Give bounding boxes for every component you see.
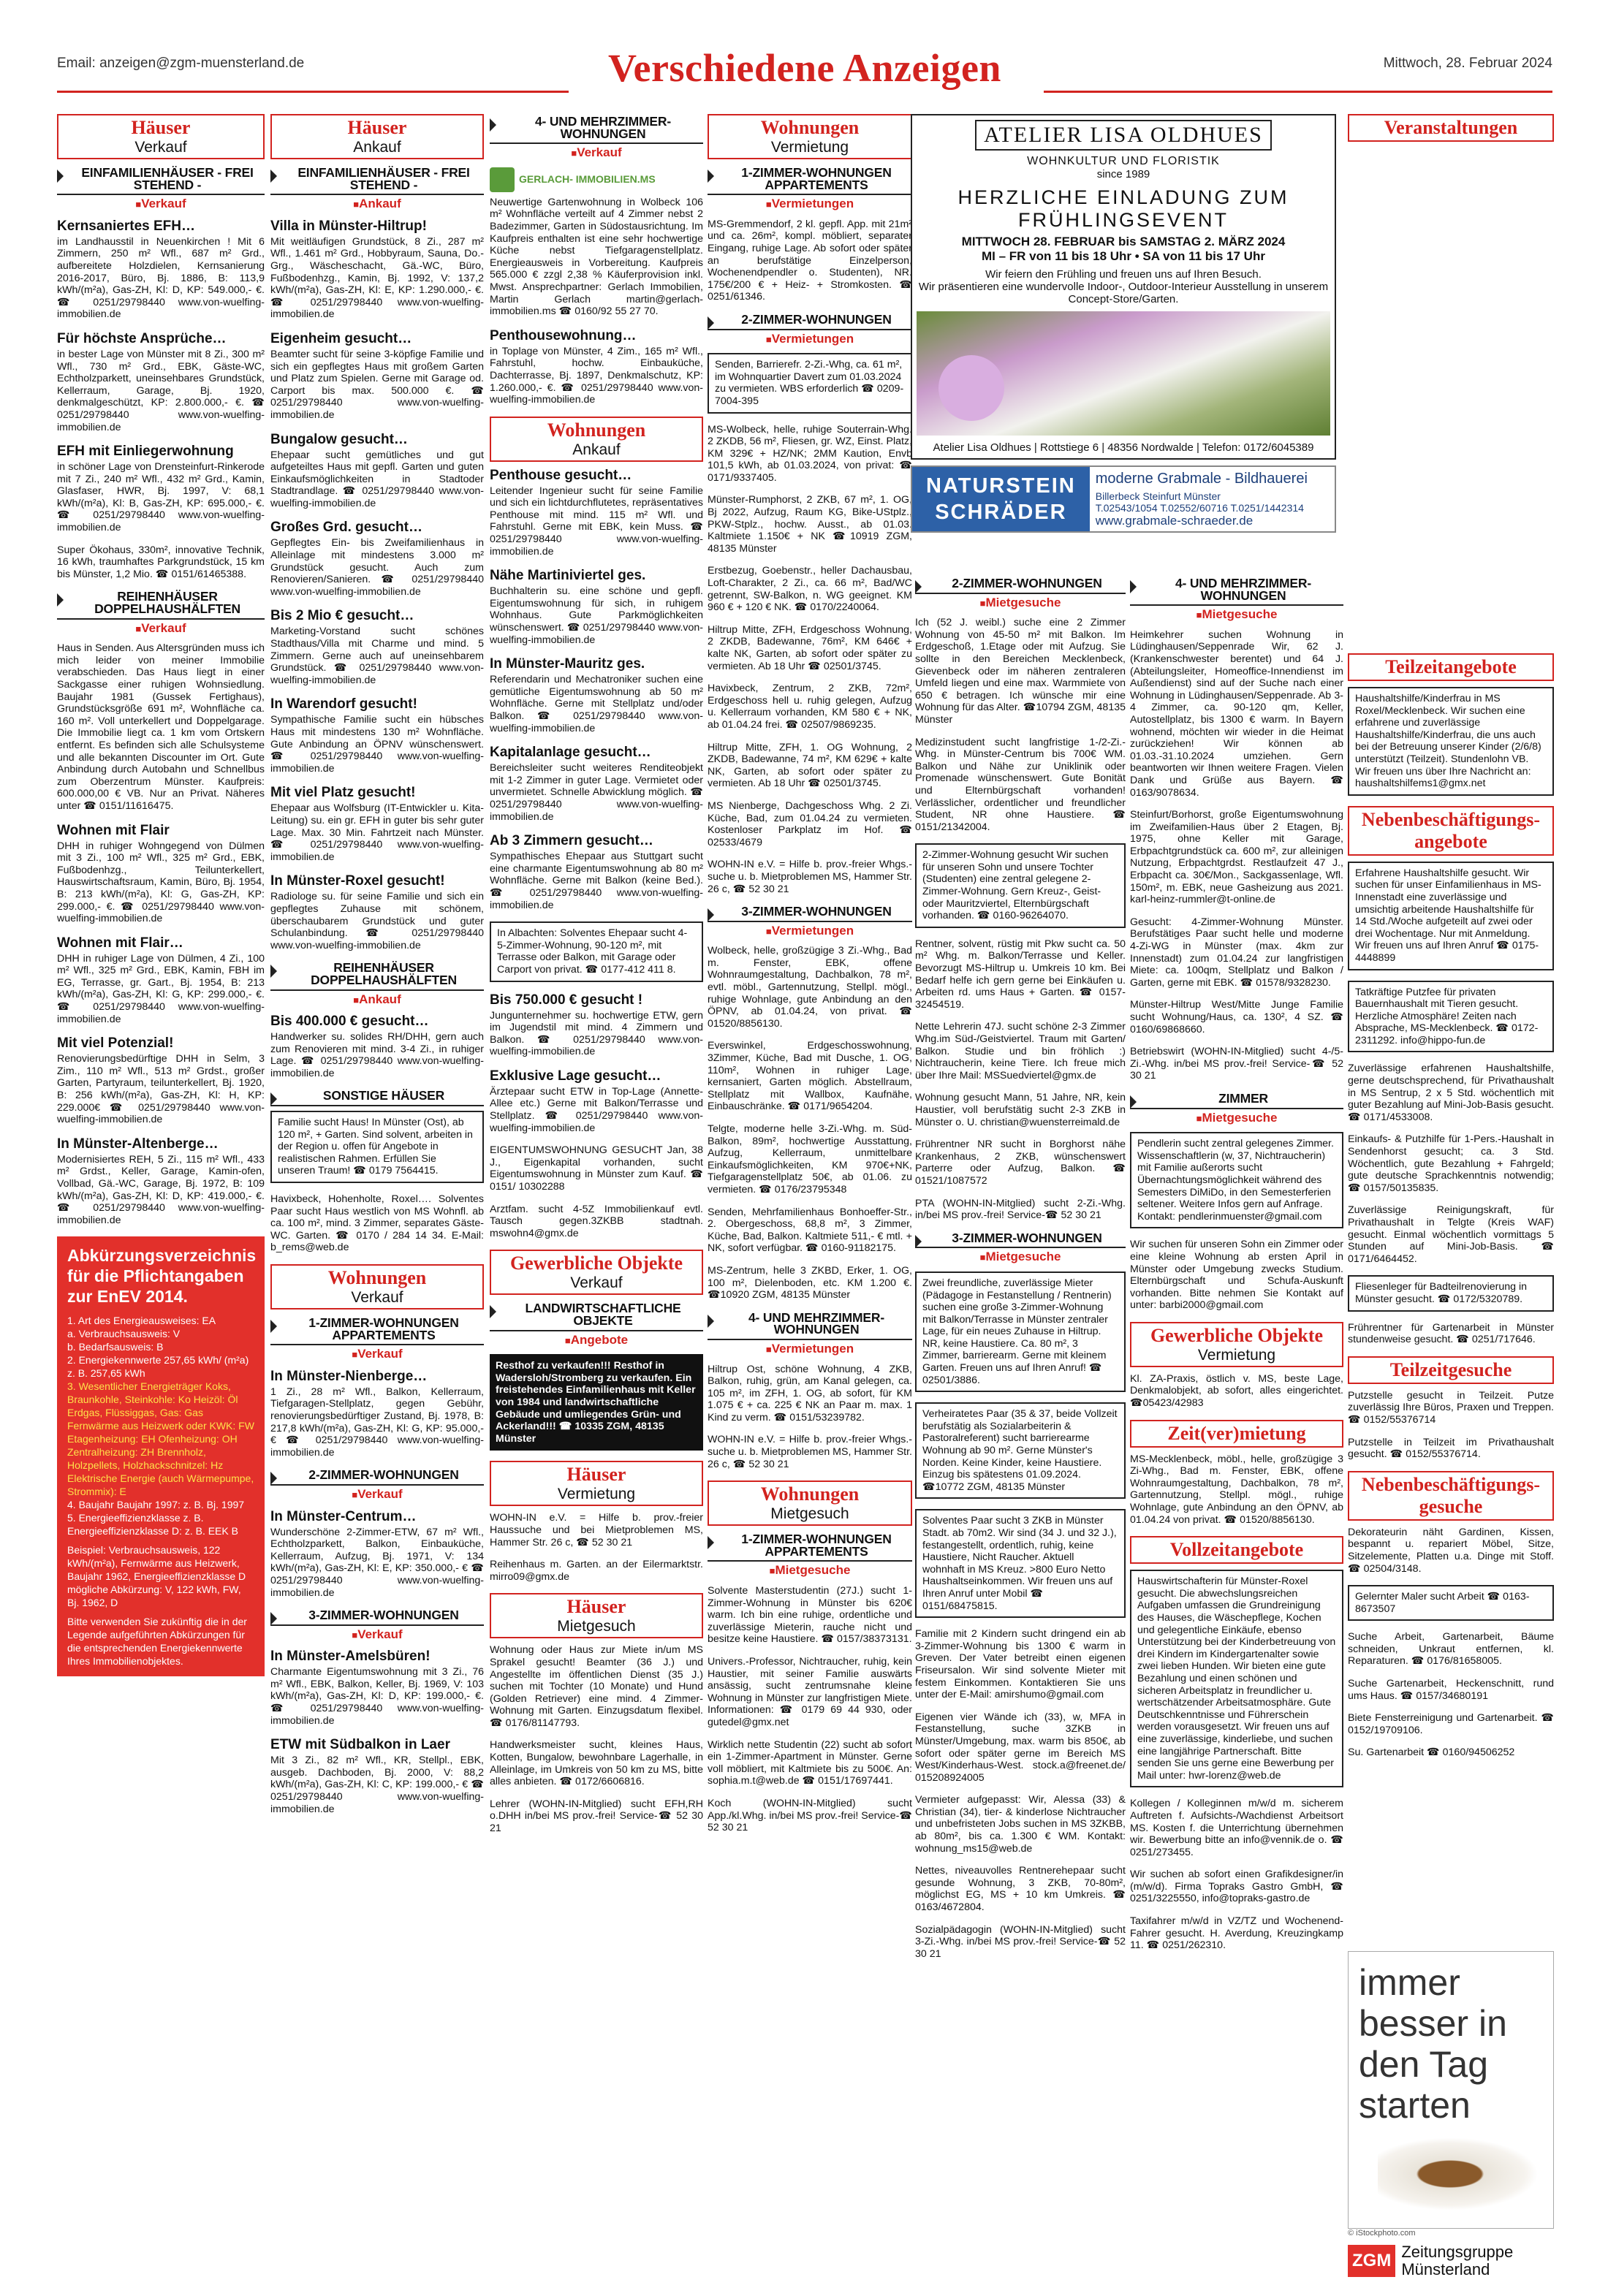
ad-item[interactable]: Telgte, moderne helle 3-Zi.-Whg. m. Süd-Balkon, 89m², hochwertige Ausstattung, Aufzug, Kellerraum, unmittelbare Einkaufsmöglichkeiten, KM 970€+NK, Tiefgaragenstellplatz 50€, ab 01.06. zu vermieten. ☎ 0176/23795348: [708, 1123, 912, 1195]
tag-verkauf: ■ Verkauf: [270, 1489, 484, 1502]
subheading: 4- UND MEHRZIMMER-WOHNUNGEN: [1130, 577, 1343, 606]
ad-item[interactable]: In Münster-Amelsbüren! Charmante Eigentumswohnung mit 3 Zi., 76 m² Wfl., EBK, Balkon, Keller, Bj. 1969, V: 103 kWh/(m²a), Gas-ZH, Kl: D, KP: 199.000,- €. ☎ 0251/29798440 www.von-wuelfing-immobilien.de: [270, 1649, 484, 1727]
rubric-vollzeitangebote: Vollzeitangebote: [1130, 1536, 1343, 1564]
tag-verkauf: ■ Verkauf: [57, 623, 265, 636]
rubric-haeuser-mietgesuch: Häuser Mietgesuch: [490, 1593, 703, 1638]
subheading: 2-ZIMMER-WOHNUNGEN: [270, 1469, 484, 1486]
tag-mietgesuche: ■ Mietgesuche: [708, 1565, 912, 1578]
rubric-zeitvermietung: Zeit(ver)mietung: [1130, 1420, 1343, 1448]
subheading: 3-ZIMMER-WOHNUNGEN: [270, 1609, 484, 1626]
ad-item[interactable]: MS-Zentrum, helle 3 ZKBD, Erker, 1. OG, 100 m², Dielenboden, etc. KM 1.200 €. ☎10920 ZGM, 48135 Münster: [708, 1264, 912, 1301]
subheading: LANDWIRTSCHAFTLICHE OBJEKTE: [490, 1302, 703, 1331]
ad-item[interactable]: Erstbezug, Goebenstr., heller Dachausbau, Loft-Charakter, 2 Zi., ca. 66 m², Bad/WC getrennt, SW-Balkon, n. WG geeignet. KM 960 € + 120 € NK. ☎ 0170/2240064.: [708, 565, 912, 614]
ad-item[interactable]: Dekorateurin näht Gardinen, Kissen, bespannt u. repariert Möbel, Sitze, Sitzelemente, Platten u.a. Dinge mit Stoff. ☎ 02504/3148.: [1348, 1526, 1554, 1575]
ad-item[interactable]: Taxifahrer m/w/d in VZ/TZ und Wochenend-Fahrer gesucht. H. Averdung, Kreuzingkamp 11. ☎ 0251/262310.: [1130, 1915, 1343, 1952]
rubric-teilzeitangebote: Teilzeitangebote: [1348, 653, 1554, 681]
rubric-nebenbeschaeftigungsangebote: Nebenbeschäftigungs-angebote: [1348, 806, 1554, 856]
ad-item[interactable]: Penthouse gesucht… Leitender Ingenieur sucht für seine Familie und sich ein lichtdurchflutetes, repräsentatives Penthouse mit mind. 115 m² Wfl. und Fahrstuhl. Gerne mit EBK, kein Muss. ☎ 0251/29798440 www.von-wuelfing-immobilien.de: [490, 467, 703, 558]
zgm-promo: [1348, 1944, 1554, 2278]
column-5: [915, 570, 1126, 2280]
event-ad-atelier[interactable]: ATELIER LISA OLDHUES WOHNKULTUR UND FLORISTIK since 1989 HERZLICHE EINLADUNG ZUM FRÜHLINGSEVENT MITTWOCH 28. FEBRUAR bis SAMSTAG 2. MÄRZ 2024 MI – FR von 11 bis 18 Uhr • SA von 11 bis 17 Uhr Wir feiern den Frühling und freuen uns auf Ihren Besuch. Wir präsentieren eine wundervolle Indoor-, Outdoor-Interieur Ausstellung in unserem Concept-Store/Garten. Atelier Lisa Oldhues | Rottstiege 6 | 48356 Nordwalde | Telefon: 0172/6045389: [911, 114, 1336, 460]
ad-item[interactable]: ETW mit Südbalkon in Laer Mit 3 Zi., 82 m² Wfl., KR, Stellpl., EBK, ausgeb. Dachboden, Bj. 2000, V: 88,2 kWh/(m²a), Gas-ZH, Kl: C, KP: 199.000,- € ☎ 0251/29798440 www.von-wuelfing-immobilien.de: [270, 1737, 484, 1815]
boxed-ad[interactable]: Haushaltshilfe/Kinderfrau in MS Roxel/Mecklenbeck. Wir suchen eine erfahrene und zuverlässige Haushaltshilfe/Kinderfrau, die uns auch bei der Betreuung unserer Kinder (2/6/8) unterstützt (Teilzeit). Stundenlohn VB. Wir freuen uns über Ihre Nachricht an: haushaltshilfems1@gmx.net: [1348, 687, 1554, 796]
ad-item[interactable]: Wir suchen für unseren Sohn ein Zimmer oder eine kleine Wohnung ab ersten April in Münster oder Umgebung zwecks Studium. Elternbürgschaft und Schufa-Auskunft vorhanden. Bitte nehmen Sie Kontakt auf unter: barbi2000@gmail.com: [1130, 1239, 1343, 1312]
ad-item[interactable]: Rentner, solvent, rüstig mit Pkw sucht ca. 50 m² Whg. m. Balkon/Terrasse und Keller. Bevorzugt MS-Hiltrup u. Umkreis 10 km. Bei Bedarf helfe ich gern gerne bei Einkäufen u. Arbeiten rd. ums Haus + Garten. ☎ 0157-32454519.: [915, 938, 1126, 1011]
garden-photo: [917, 311, 1330, 436]
ad-item[interactable]: Neuwertige Gartenwohnung in Wolbeck 106 m² Wohnfläche verteilt auf 4 Zimmer nebst 2 Badezimmer, Garten in Südostausrichtung. Im Kaufpreis enthalten ist eine sehr hochwertige Küche nebst Tiefgaragenstellplatz. Energieausweis in Vorbereitung. Kaufpreis 565.000 € zzgl 2,38 % Käuferprovision inkl. Mwst. Ansprechpartner: Gerlach Immobilien, Martin Gerlach martin@gerlach-immobilien.ms ☎ 0160/92 55 27 70.: [490, 196, 703, 318]
subheading: 4- UND MEHRZIMMER-WOHNUNGEN: [490, 115, 703, 144]
ad-item[interactable]: Einkaufs- & Putzhilfe für 1-Pers.-Haushalt in Sendenhorst gesucht; ca. 3 Std. Wöchentlich, gute Bezahlung + Fahrgeld; gute deutsche Sprachkenntnis notwendig; ☎ 0157/50135835.: [1348, 1133, 1554, 1194]
tag-angebote: ■ Angebote: [490, 1334, 703, 1347]
subheading: 1-ZIMMER-WOHNUNGEN APPARTEMENTS: [708, 167, 912, 195]
subheading: EINFAMILIENHÄUSER - FREI STEHEND -: [57, 167, 265, 195]
subheading: 3-ZIMMER-WOHNUNGEN: [708, 905, 912, 922]
ad-item[interactable]: Steinfurt/Borhorst, große Eigentumswohnung im Zweifamilien-Haus über 2 Etagen, Bj. 1975, ohne Keller mit Garage, Erbpachtgrundstück ca. 600 m², zur alleinigen Nutzung, Erbpachtgrdst. Restlaufzeit 47 J., Erbpacht ca. 30€/Mon., Sackgassenlage, Wfl. 150m², m. EBK, neue Gasheizung aus 2021. karl-heinz-rummler@t-online.de: [1130, 809, 1343, 906]
header-rule-left: [57, 91, 569, 93]
tag-ankauf: ■ Ankauf: [270, 198, 484, 211]
ad-item[interactable]: In Münster-Centrum… Wunderschöne 2-Zimmer-ETW, 67 m² Wfl., Echtholzparkett, Balkon, Einbauküche, Kellerraum, Aufzug, Bj. 1971, V: 134 kWh/(m²a), Gas-ZH, Kl: E, KP: 350.000,- € ☎ 0251/29798440 www.von-wuelfing-immobilien.de: [270, 1508, 484, 1599]
ad-item[interactable]: Senden, Mehrfamilienhaus Bonhoeffer-Str., 2. Obergeschoss, 68,8 m², 3 Zimmer, Küche, Bad, Balkon. Kaltmiete 511,- € mtl. + NK, sofort verfügbar. ☎ 0160-91182175.: [708, 1206, 912, 1255]
ad-item[interactable]: Ich (52 J. weibl.) suche eine 2 Zimmer Wohnung von 45-50 m² mit Balkon. Im Erdgeschoß, 1.Etage oder mit Aufzug. Sie sollte in den Bereichen Mecklenbeck, Gievenbeck oder im näheren zentraleren Umfeld liegen und eine max. Warmmiete von 650 € betragen. Ich wünsche mir eine Wohnung für das Alter. ☎10794 ZGM, 48135 Münster: [915, 617, 1126, 726]
ad-item[interactable]: Bis 750.000 € gesucht ! Jungunternehmer su. hochwertige ETW, gern im Jugendstil mit mind. 4 Zimmern und Balkon. ☎ 0251/29798440 www.von-wuelfing-immobilien.de: [490, 992, 703, 1058]
ad-item[interactable]: Bis 400.000 € gesucht… Handwerker su. solides RH/DHH, gern auch zum Renovieren mit mind. 3-4 Zi., in ruhiger Lage. ☎ 0251/29798440 www.von-wuelfing-immobilien.de: [270, 1014, 484, 1079]
ad-item[interactable]: Für höchste Ansprüche… in bester Lage von Münster mit 8 Zi., 300 m² Wfl., 730 m² Grd., EBK, Gäste-WC, Echtholzparkett, uneinsehbares Grundstück, Kellerraum, Garage, Bj. 1920, denkmalgeschützt, KP: 2.800.000,- €. ☎ 0251/29798440 www.von-wuelfing-immobilien.de: [57, 330, 265, 433]
ad-item[interactable]: Großes Grd. gesucht… Gepflegtes Ein- bis Zweifamilienhaus in Alleinlage mit mindestens 3.000 m² Grundstück gesucht. Auch zum Renovieren/Sanieren. ☎ 0251/29798440 www.von-wuelfing-immobilien.de: [270, 520, 484, 598]
rubric-haeuser-verkauf: Häuser Verkauf: [57, 114, 265, 159]
rubric-haeuser-ankauf: Häuser Ankauf: [270, 114, 484, 159]
ad-item[interactable]: Kl. ZA-Praxis, östlich v. MS, beste Lage, Denkmalobjekt, ab sofort, alles eingerichtet. ☎05423/42983: [1130, 1372, 1343, 1410]
rubric-wohnungen-ankauf: Wohnungen Ankauf: [490, 417, 703, 462]
column-4: [708, 114, 912, 2281]
subheading: SONSTIGE HÄUSER: [270, 1090, 484, 1106]
event-area: [911, 114, 1336, 583]
ad-item[interactable]: Super Ökohaus, 330m², innovative Technik, 16 kWh, traumhaftes Parkgrundstück, 15 km bis Münster, 1,2 Mio. ☎ 0151/61465388.: [57, 544, 265, 580]
ad-item[interactable]: Mit viel Platz gesucht! Ehepaar aus Wolfsburg (IT-Entwickler u. Kita-Leitung) su. ein gr. EFH in guter bis sehr guter Lage. Max. 30 Min. Fahrtzeit nach Münster. ☎ 0251/29798440 www.von-wuelfing-immobilien.de: [270, 785, 484, 863]
ad-item[interactable]: Hiltrup Mitte, ZFH, 1. OG Wohnung, 2 ZKDB, Badewanne, 74 m², KM 629€ + kalte NK, Garten, ab sofort oder später zu vermieten. Ab 18 Uhr ☎ 02501/3745.: [708, 741, 912, 790]
ad-item[interactable]: Handwerksmeister sucht, kleines Haus, Kotten, Bungalow, bewohnbare Lagerhalle, in Alleinlage, im Umkreis von 50 km zu MS, bitte alles anbieten. ☎ 0172/6606816.: [490, 1739, 703, 1788]
subheading: ZIMMER: [1130, 1092, 1343, 1109]
tag-mietgesuche: ■ Mietgesuche: [1130, 1112, 1343, 1125]
ad-item[interactable]: Wolbeck, helle, großzügige 3 Zi.-Whg., Bad m. Fenster, EBK, offene Wohnraumgestaltung, Dachbalkon, 78 m², evtl. möbl., Gartennutzung, Stellpl. mögl., ruhige Wohnlage, gute Anbindung an den ÖPNV, ab 01.04.24, von privat. ☎ 01520/8856130.: [708, 945, 912, 1030]
subheading: 4- UND MEHRZIMMER-WOHNUNGEN: [708, 1312, 912, 1340]
ad-item[interactable]: Putzstelle gesucht in Teilzeit. Putze zuverlässig Ihre Büros, Praxen und Treppen. ☎ 0152/55376714: [1348, 1389, 1554, 1426]
tag-mietgesuche: ■ Mietgesuche: [915, 597, 1126, 610]
subheading: 2-ZIMMER-WOHNUNGEN: [708, 313, 912, 330]
ad-item[interactable]: In Münster-Roxel gesucht! Radiologe su. für seine Familie und sich ein gepflegtes Zuhause mit schönem, überschaubarem Grundstück und guter Schulanbindung. ☎ 0251/29798440 www.von-wuelfing-immobilien.de: [270, 873, 484, 951]
ad-item[interactable]: Arztfam. sucht 4-5Z Immobilienkauf evtl. Tausch gegen.3ZKBB stadtnah. mswohn4@gmx.de: [490, 1203, 703, 1239]
ad-item[interactable]: Kapitalanlage gesucht… Bereichsleiter sucht weiteres Renditeobjekt mit 1-2 Zimmer in guter Lage. Vermietet oder unvermietet. Schnelle Abwicklung möglich. ☎ 0251/29798440 www.von-wuelfing-immobilien.de: [490, 745, 703, 823]
ad-item[interactable]: EFH mit Einliegerwohnung in schöner Lage von Drensteinfurt-Rinkerode mit 7 Zi., 240 m² Wfl., 432 m² Grd., Kamin, Glasfaser, HWR, Bj. 1997, V: 68,1 kWh/(m²a), Kl: B, Gas-ZH, KP: 695.000,- €. ☎ 0251/29798440 www.von-wuelfing-immobilien.de: [57, 444, 265, 534]
boxed-ad[interactable]: Pendlerin sucht zentral gelegenes Zimmer. Wissenschaftlerin (w, 37, Nichtraucherin) mit Familie außerorts sucht Übernachtungsmöglichkeit während des Semesters DiMiDo, in den Semesterferien seltener. Weitere Infos gern auf Anfrage. Kontakt: pendlerinmuenster@gmail.com: [1130, 1132, 1343, 1228]
ad-item[interactable]: Münster-Hiltrup West/Mitte Junge Familie sucht Wohnung/Haus, ca. 130², 4 SZ. ☎ 0160/69868660.: [1130, 999, 1343, 1035]
ad-item[interactable]: Ab 3 Zimmern gesucht… Sympathisches Ehepaar aus Stuttgart sucht eine charmante Eigentumswohnung ab 80 m² Wohnfläche. Gerne mit Balkon (keine Bed.). ☎ 0251/29798440 www.von-wuelfing-immobilien.de: [490, 833, 703, 911]
header-email[interactable]: Email: anzeigen@zgm-muensterland.de: [57, 56, 305, 71]
ad-item[interactable]: WOHN-IN e.V. = Hilfe b. prov.-freier Whgs.-suche u. b. Mietproblemen MS, Hammer Str. 26 c, ☎ 52 30 21: [708, 1434, 912, 1470]
boxed-ad[interactable]: 2-Zimmer-Wohnung gesucht Wir suchen für unseren Sohn und unsere Tochter (Studenten) eine zentral gelegene 2-Zimmer-Wohnung. Gern Kreuz-, Geist- oder Mauritzviertel, Elternbürgschaft vorhanden. ☎ 0160-96264070.: [915, 843, 1126, 928]
tag-verkauf: ■ Verkauf: [270, 1629, 484, 1642]
gerlach-logo: GERLACH- IMMOBILIEN.MS: [490, 167, 703, 192]
ad-item[interactable]: Vermieter aufgepasst: Wir, Alessa (33) & Christian (34), tier- & kinderlose Nichtraucher und unbefristeten Jobs suchen in MS 3ZKBB, ab 80m², bis ca. 1.300 € WM. Kontakt: wohnung_ms15@web.de: [915, 1794, 1126, 1855]
ad-item[interactable]: Bis 2 Mio € gesucht… Marketing-Vorstand sucht schönes Stadthaus/Villa mit Charme und mind. 5 Zimmern. Gerne auch auf uneinsehbarem Grundstück. ☎ 0251/29798440 www.von-wuelfing-immobilien.de: [270, 608, 484, 686]
ad-item[interactable]: Exklusive Lage gesucht… Ärztepaar sucht ETW in Top-Lage (Annette-Allee etc.) Gerne mit Balkon/Terrasse und Stellplatz. ☎ 0251/29798440 www.von-wuelfing-immobilien.de: [490, 1068, 703, 1134]
tag-ankauf: ■ Ankauf: [270, 994, 484, 1007]
ad-item[interactable]: Wirklich nette Studentin (22) sucht ab sofort ein 1-Zimmer-Apartment in Münster. Gerne voll möbliert, mit Kaltmiete bis zu 500€. An: sophia.m.t@web.de ☎ 0151/17697441.: [708, 1738, 912, 1787]
subheading: 2-ZIMMER-WOHNUNGEN: [915, 577, 1126, 594]
ad-item[interactable]: EIGENTUMSWOHNUNG GESUCHT Jan, 38 J., Eigenkapital vorhanden, sucht Eigentumswohnung in Münster zum Kauf. ☎ 0151/ 10302288: [490, 1144, 703, 1193]
page-title: Verschiedene Anzeigen: [608, 46, 1001, 90]
ad-item[interactable]: Wohnung oder Haus zur Miete in/um MS Sprakel gesucht! Beamter (36 J.) und Angestellte im öffentlichen Dienst (35 J.) suchen mit Tochter (10 Monate) und Hund (Golden Retriever) eine mind. 4 Zimmer-Wohnung mit Garten. Einzugsdatum flexibel. ☎ 0176/81147793.: [490, 1644, 703, 1729]
tag-verkauf: ■ Verkauf: [270, 1348, 484, 1361]
rubric-wohnungen-verkauf: Wohnungen Verkauf: [270, 1264, 484, 1309]
inverted-ad[interactable]: Resthof zu verkaufen!!! Resthof in Wadersloh/Stromberg zu verkaufen. Ein freistehendes Einfamilienhaus mit Keller von 1984 und landwirtschaftliche Gebäude und umliegendes Grün- und Ackerland!!! ☎ 10335 ZGM, 48135 Münster: [490, 1354, 703, 1451]
tag-verkauf: ■ Verkauf: [57, 198, 265, 211]
subheading: REIHENHÄUSER DOPPELHAUSHÄLFTEN: [270, 962, 484, 990]
tag-verkauf: ■ Verkauf: [490, 147, 703, 160]
boxed-ad[interactable]: Familie sucht Haus! In Münster (Ost), ab 120 m², + Garten. Sind solvent, arbeiten in der Region u. offen für Angebote in realistischen Rahmen. Erfüllen Sie unseren Traum! ☎ 0179 7564415.: [270, 1111, 484, 1183]
ad-item[interactable]: WOHN-IN e.V. = Hilfe b. prov.-freier Haussuche und bei Mietproblemen MS, Hammer Str. 26 c, ☎ 52 30 21: [490, 1512, 703, 1548]
column-1: [57, 114, 265, 2281]
ad-item[interactable]: Havixbeck, Hohenholte, Roxel…. Solventes Paar sucht Haus westlich von MS Wohnfl. ab ca. 100 m², mind. 3 Zimmer, separates Gäste-WC. Garten. ☎ 0170 / 284 14 34. E-Mail: b_rems@web.de: [270, 1193, 484, 1254]
ad-item[interactable]: MS-Mecklenbeck, möbl., helle, großzügige 3 Zi-Whg., Bad m. Fenster, EBK, offene Wohnraumgestaltung, Dachbalkon, 78 m², Gartennutzung, Stellpl. mögl., ruhige Wohnlage, gute Anbindung an den ÖPNV, ab 01.04.24 von privat. ☎ 01520/8856130.: [1130, 1453, 1343, 1526]
boxed-ad[interactable]: Verheiratetes Paar (35 & 37, beide Vollzeit berufstätig als Sozialarbeiterin & Pastoralreferent) sucht barrierearme Wohnung ab 90 m². Gerne Münster's Norden. Keine Kinder, keine Haustiere. Einzug bis spätestens 01.09.2024. ☎10772 ZGM, 48135 Münster: [915, 1402, 1126, 1499]
subheading: 1-ZIMMER-WOHNUNGEN APPARTEMENTS: [708, 1533, 912, 1562]
ad-item[interactable]: Bungalow gesucht… Ehepaar sucht gemütliches und gut aufgeteiltes Haus mit gepfl. Garten und guten Einkaufsmöglichkeiten in Stadtoder Stadtrandlage. ☎ 0251/29798440 www.von-wuelfing-immobilien.de: [270, 431, 484, 509]
rubric-haeuser-vermietung: Häuser Vermietung: [490, 1461, 703, 1506]
subheading: REIHENHÄUSER DOPPELHAUSHÄLFTEN: [57, 590, 265, 619]
rubric-gewerbliche-verkauf: Gewerbliche Objekte Verkauf: [490, 1250, 703, 1295]
ad-item[interactable]: Betriebswirt (WOHN-IN-Mitglied) sucht 4-/5-Zi.-Whg. in/bei MS prov.-frei! Service-☎ 52 30 21: [1130, 1046, 1343, 1082]
ad-item[interactable]: Frührentner NR sucht in Borghorst nähe Krankenhaus, 2 ZKB, wünschenswert Parterre oder Aufzug, Balkon. ☎ 01521/1087572: [915, 1139, 1126, 1187]
ad-item[interactable]: In Münster-Altenberge… Modernisiertes REH, 5 Zi., 115 m² Wfl., 433 m² Grdst., Keller, Garage, Kamin-ofen, Vollbad, Gä.-WC, Garage, Bj. 1972, B: 109 kWh/(m²a), Gas-ZH, Kl: D, KP: 419.000,- €. ☎ 0251/29798440 www.von-wuelfing-immobilien.de: [57, 1136, 265, 1226]
rubric-wohnungen-mietgesuch: Wohnungen Mietgesuch: [708, 1480, 912, 1526]
ad-item[interactable]: WOHN-IN e.V. = Hilfe b. prov.-freier Whgs.-suche u. b. Mietproblemen MS, Hammer Str. 26 c, ☎ 52 30 21: [708, 859, 912, 895]
ad-item[interactable]: PTA (WOHN-IN-Mitglied) sucht 2-Zi.-Whg. in/bei MS prov.-frei! Service-☎ 52 30 21: [915, 1197, 1126, 1222]
ad-item[interactable]: Univers.-Professor, Nichtraucher, ruhig, kein Haustier, mit seiner Familie auswärts ansässig, sucht zentrumsnahe kleine Wohnung in Münster zur langfristigen Miete. Informationen: ☎ 0179 69 44 930, oder gutedel@gmx.net: [708, 1656, 912, 1728]
ad-naturstein-schraeder[interactable]: NATURSTEIN SCHRÄDER moderne Grabmale - Bildhauerei Billerbeck Steinfurt Münster T.02543/1054 T.02552/60716 T.0251/1442314 www.grabmale-schraeder.de: [911, 465, 1336, 533]
ad-item[interactable]: Heimkehrer suchen Wohnung in Lüdinghausen/Seppenrade Wir, 62 J. (Krankenschwester berentet) und 64 J. (Abteilungsleiter, Homeoffice-Innendienst im Außendienst) sind auf der Suche nach einer Wohnung in Lüdinghausen/Seppenrade. Ab 3-4 Zimmer, ca. 90-120 qm, Keller, Autostellplatz, bis 1300 € warm. In Bayern wohnend, möchten wir wieder in die Heimat zurückziehen! Wir können ab 01.03.-31.10.2024 umziehen. Gern beantworten wir Ihnen weitere Fragen. Vielen Dank und Grüße aus Bayern. ☎ 0163/9078634.: [1130, 628, 1343, 799]
ad-item[interactable]: Medizinstudent sucht langfristige 1-/2-Zi.-Whg. in Münster-Centrum bis 700€ WM. Balkon und Nähe zur Uniklinik oder Promenade wünschenswert. Gute Bonität und Elternbürgschaft vorhanden! Verlässlicher, ordentlicher und freundlicher Student, NR ohne Haustiere. ☎ 0151/21342004.: [915, 736, 1126, 833]
zgm-logo: ZGM Zeitungsgruppe Münsterland: [1348, 2243, 1554, 2278]
ad-item[interactable]: Biete Fensterreinigung und Gartenarbeit. ☎ 0152/19709106.: [1348, 1712, 1554, 1736]
ad-item[interactable]: Reihenhaus m. Garten. an der Eilermarktstr. mirro09@gmx.de: [490, 1559, 703, 1583]
boxed-ad[interactable]: Zwei freundliche, zuverlässige Mieter (Pädagoge in Festanstellung / Rentnerin) suchen eine große 3-Zimmer-Wohnung mit Balkon/Terrasse in Münster zentraler Lage, für ein neues Zuhause in Hiltrup. NR, keine Haustiere. Ca. 80 m², 3 Zimmer, barrierearm. Gerne mit kleinem Garten. Freuen uns auf Ihren Anruf! ☎ 02501/3886.: [915, 1271, 1126, 1392]
ad-item[interactable]: Wohnen mit Flair DHH in ruhiger Wohngegend von Dülmen mit 3 Zi., 100 m² Wfl., 325 m² Grd., EBK, Fußbodenhzg., Teilunterkellert, Hauswirtschaftsraum, Kamin, Büro, Bj. 1954, B: 213 kWh/(m²a), Kl: G, Gas-ZH, KP: 299.000,- €. ☎ 0251/29798440 www.von-wuelfing-immobilien.de: [57, 822, 265, 925]
ad-item[interactable]: MS-Wolbeck, helle, ruhige Souterrain-Whg. 2 ZKDB, 56 m², Fliesen, gr. WZ, Einst. Platz, KM 329€ + HZ/NK; 2MM Kaution, Envb 101,5 kWh, ab 01.03.2024, von privat: ☎ 0171/9337405.: [708, 423, 912, 484]
ad-item[interactable]: In Warendorf gesucht! Sympathische Familie sucht ein hübsches Haus mit mindestens 130 m² Wohnfläche. Gute Anbindung an ÖPNV wünschenswert. ☎ 0251/29798440 www.von-wuelfing-immobilien.de: [270, 696, 484, 775]
ad-item[interactable]: Zuverlässige erfahrenen Haushaltshilfe, gerne deutschsprechend, für Privathaushalt in MS Sentrup, 2 x 5 Std. wöchentlich mit guter Bezahlung auf Mini-Job-Basis gesucht. ☎ 0171/4533008.: [1348, 1063, 1554, 1123]
subheading: 3-ZIMMER-WOHNUNGEN: [915, 1232, 1126, 1249]
ad-item[interactable]: Gesucht: 4-Zimmer-Wohnung Münster. Berufstätiges Paar sucht helle und moderne 4-Zi-WG in Münster (max. 4km zur Innenstadt) zum 01.04.24 zur langfristigen Miete: ca. 100qm, Stellplatz und Balkon / Garten, gerne mit EBK. ☎ 01578/9328230.: [1130, 916, 1343, 989]
ad-item[interactable]: Kollegen / Kolleginnen m/w/d m. sicherem Auftreten f. Aufsichts-/Wachdienst Arbeitsort MS. Kosten f. die Unterrichtung übernehmen wir. Bewerbung bitte an info@vennik.de o. ☎ 0251/273455.: [1130, 1798, 1343, 1858]
column-6: [1130, 570, 1343, 2280]
rubric-veranstaltungen: Veranstaltungen: [1348, 114, 1554, 142]
ad-item[interactable]: Zuverlässige Reinigungskraft, für Privathaushalt in Telgte (Kreis WAF) gesucht. Einmal wöchentlich vormittags 5 Stunden auf Mini-Job-Basis. ☎ 0171/6464452.: [1348, 1204, 1554, 1265]
boxed-ad[interactable]: In Albachten: Solventes Ehepaar sucht 4-5-Zimmer-Wohnung, 90-120 m², mit Terrasse oder Balkon, mit Garage oder Carport von privat. ☎ 0177-412 411 8.: [490, 921, 703, 981]
subheading: EINFAMILIENHÄUSER - FREI STEHEND -: [270, 167, 484, 195]
ad-item[interactable]: Münster-Rumphorst, 2 ZKB, 67 m², 1. OG, Bj 2022, Aufzug, Raum KG, Bike-UStplz., PKW-Stplz., hochw. Ausst., ab 01.03. Kaltmiete 1.150€ + NK ☎10919 ZGM, 48135 Münster: [708, 494, 912, 555]
rubric-wohnungen-vermietung: Wohnungen Vermietung: [708, 114, 912, 159]
ad-item[interactable]: Nette Lehrerin 47J. sucht schöne 2-3 Zimmer Whg.im Süd-/Geistviertel. Traum mit Garten/ Balkon. Studie und bin fröhlich :) Nichtraucherin, keine Tiere. Ich freue mich über Ihre Mail: MSSuedviertel@gmx.de: [915, 1021, 1126, 1082]
energy-abbreviation-box: Abkürzungsverzeichnis für die Pflichtangaben zur EnEV 2014. 1. Art des Energieausweises: EA a. Verbrauchsausweis: V b. Bedarfsausweis: B 2. Energiekennwerte 257,65 kWh/ (m²a) z. B. 257,65 kWh 3. Wesentlicher Energieträger Koks, Braunkohle, Steinkohle: Ko Heizöl: Öl Erdgas, Flüssiggas, Gas: Gas Fernwärme aus Heizwerk oder KWK: FW Etagenheizung: EH Ofenheizung: OH Zentralheizung: ZH Brennholz, Holzpellets, Holzhackschnitzel: Hz Elektrische Energie (auch Wärmepumpe, Strommix): E 4. Baujahr Baujahr 1997: z. B. Bj. 1997 5. Energieeffizienzklasse z. B. Energieeffizienzklasse D: z. B. EEK B Beispiel: Verbrauchsausweis, 122 kWh/(m²a), Fernwärme aus Heizwerk, Baujahr 1962, Energieeffizienzklasse D mögliche Abkürzung: V, 122 kWh, FW, Bj. 1962, D Bitte verwenden Sie zukünftig die in der Legende aufgeführten Abkürzungen für die entsprechenden Energiekennwerte Ihres Immobilienobjektes.: [57, 1236, 265, 1676]
ad-item[interactable]: Havixbeck, Zentrum, 2 ZKB, 72m², Erdgeschoss hell u. ruhig gelegen, Aufzug u. Kellerraum vorhanden, KM 580 € + NK, ab 01.04.24 frei. ☎ 02507/9869235.: [708, 683, 912, 731]
ad-item[interactable]: Wohnung gesucht Mann, 51 Jahre, NR, kein Haustier, voll berufstätig sucht 2-3 ZKB in Münster o. U. christian@wuensterreimald.de: [915, 1092, 1126, 1128]
tag-vermietungen: ■ Vermietungen: [708, 925, 912, 938]
ad-item[interactable]: Penthousewohnung… in Toplage von Münster, 4 Zim., 165 m² Wfl., Fahrstuhl, hochw. Einbauküche, Dachterrasse, Bj. 1897, Denkmalschutz, KP: 1.260.000,- €. ☎ 0251/29798440 www.von-wuelfing-immobilien.de: [490, 327, 703, 406]
tag-mietgesuche: ■ Mietgesuche: [1130, 609, 1343, 622]
photo-credit: © iStockphoto.com: [1348, 2229, 1416, 2238]
ad-item[interactable]: Kernsaniertes EFH… im Landhausstil in Neuenkirchen ! Mit 6 Zimmern, 250 m² Wfl., 687 m² Grd., aufbereitete Holzdielen, Kernsanierung 2016-2017, Büro, Bj. 1886, B: 113,9 kWh/(m²a), Gas-ZH, Kl: D, KP: 549.000,- €. ☎ 0251/29798440 www.von-wuelfing-immobilien.de: [57, 218, 265, 321]
ad-item[interactable]: Hiltrup Mitte, ZFH, Erdgeschoss Wohnung, 2 ZKDB, Badewanne, 76m², KM 646€ + kalte NK, Garten, ab sofort oder später zu vermieten. Ab 18 Uhr ☎ 02501/3745.: [708, 623, 912, 672]
ad-item[interactable]: Hiltrup Ost, schöne Wohnung, 4 ZKB, Balkon, ruhig, grün, am Kanal gelegen, ca. 105 m², im ZFH, 1. OG, ab sofort, für KM 1.075 € + ca. 225 € NK an Paar m. max. 1 Kind zu verm. ☎ 0151/53239782.: [708, 1363, 912, 1423]
ad-item[interactable]: Everswinkel, Erdgeschosswohnung, 3Zimmer, Küche, Bad mit Dusche, 1. OG, 110m², Wohnen in ruhiger Lage, kernsaniert, Garten möglich. Abstellraum, Stellplatz mit Wallbox, Kaufnähe, Einbauschränke. ☎ 0171/9654204.: [708, 1040, 912, 1113]
ad-item[interactable]: Nähe Martiniviertel ges. Buchhalterin su. eine schöne und gepfl. Eigentumswohnung für sich, in ruhigem Wohnhaus. Gute Parkmöglichkeiten wünschenswert. ☎ 0251/29798440 www.von-wuelfing-immobilien.de: [490, 568, 703, 646]
rubric-teilzeitgesuche: Teilzeitgesuche: [1348, 1356, 1554, 1384]
ad-item[interactable]: Koch (WOHN-IN-Mitglied) sucht App./kl.Whg. in/bei MS prov.-frei! Service-☎ 52 30 21: [708, 1797, 912, 1834]
ad-item[interactable]: Su. Gartenarbeit ☎ 0160/94506252: [1348, 1746, 1515, 1759]
boxed-ad[interactable]: Tatkräftige Putzfee für privaten Bauernhaushalt mit Tieren gesucht. Herzliche Atmosphäre! Zeiten nach Absprache, MS-Mecklenbeck. ☎ 0172-2311292. info@hippo-fun.de: [1348, 981, 1554, 1053]
ad-item[interactable]: Wohnen mit Flair… DHH in ruhiger Lage von Dülmen, 4 Zi., 100 m² Wfl., 325 m² Grd., EBK, Kamin, FBH im EG, Terrasse, gr. Gart., Bj. 1954, B: 213 kWh/(m²a), Gas-ZH, Kl: G, KP: 299.000,- €. ☎ 0251/29798440 www.von-wuelfing-immobilien.de: [57, 935, 265, 1025]
boxed-ad[interactable]: Solventes Paar sucht 3 ZKB in Münster Stadt. ab 70m2. Wir sind (34 J. und 32 J.), festangestellt, ordentlich, ruhig, keine Haustiere, Nicht Raucher. Aktuell wohnhaft in MS Kreuz. >800 Euro Netto Haushaltseinkommen. Wir freuen uns auf Ihren Anruf unter Mobil ☎ 0151/68475815.: [915, 1509, 1126, 1618]
coffee-cup-icon: [1378, 2137, 1539, 2211]
boxed-ad[interactable]: Erfahrene Haushaltshilfe gesucht. Wir suchen für unser Einfamilienhaus in MS-Innenstadt eine zuverlässige und umsichtig arbeitende Haushaltshilfe für 14 Std./Woche aufgeteilt auf zwei oder drei Wochentage. Nur mit Anmeldung. Wir freuen uns auf Ihren Anruf ☎ 0175-4448899: [1348, 862, 1554, 970]
ad-item[interactable]: In Münster-Mauritz ges. Referendarin und Mechatroniker suchen eine gemütliche Eigentumswohnung ab 50 m² Wohnfläche. Gerne mit Stellplatz und/oder Balkon. ☎ 0251/29798440 www.von-wuelfing-immobilien.de: [490, 656, 703, 734]
page-header: [57, 45, 1552, 96]
rubric-gewerbliche-vermietung: Gewerbliche Objekte Vermietung: [1130, 1322, 1343, 1367]
ad-item[interactable]: MS Nienberge, Dachgeschoss Whg. 2 Zi. Küche, Bad, zum 01.04.24 zu vermieten. Kostenloser Parkplatz im Hof. ☎ 02533/4679: [708, 799, 912, 848]
ad-item[interactable]: Suche Arbeit, Gartenarbeit, Bäume schneiden, Unkraut entfernen, kl. Reparaturen. ☎ 0176/81658005.: [1348, 1631, 1554, 1668]
ad-item[interactable]: Nettes, niveauvolles Rentnerehepaar sucht gesunde Wohnung, 3 ZKB, 70-80m², möglichst EG, MS + 10 km Umkreis. ☎ 0163/4672804.: [915, 1865, 1126, 1914]
boxed-ad[interactable]: Hauswirtschafterin für Münster-Roxel gesucht. Die abwechslungsreichen Aufgaben umfassen die Grundreinigung des Hauses, die Wäschepflege, Kochen und gelegentliche Einkäufe, ebenso Unterstützung bei der Kinderbetreuung von drei Kindern im Kindergartenalter sowie zwei lieben Hunden. Wir bieten eine gute Bezahlung und einen schönen und sicheren Arbeitsplatz in freundlicher u. wertschätzender Arbeitsatmosphäre. Gute Deutschkenntnisse und Führerschein werden vorausgesetzt. Wir freuen uns auf eine zuverlässige, kinderliebe, und suchen eine langjährige Partnerschaft. Bitte senden Sie uns gerne eine Bewerbung per Mail unter: hwr-lorenz@web.de: [1130, 1570, 1343, 1787]
ad-item[interactable]: Haus in Senden. Aus Altersgründen muss ich mich leider von meiner Immobilie verabschieden. Das Haus liegt in einer Sackgasse einer ruhigen Wohnsiedlung. Baujahr 1981 (Gussek Fertighaus), Grundstücksgröße 691 m², Wohnfläche ca. 160 m². Voll unterkellert und Doppelgarage. Die Immobilie liegt ca. 1 km vom Ortskern entfernt. Es befinden sich alle Schulsysteme und alle bekannten Discounter im Ort. Gute Anbindung durch Autobahn und Schnellbus zum Oberzentrum Münster. Kaufpreis: 600.000,00 € VB. Nur an Privat. Näheres unter ☎ 0151/11616475.: [57, 642, 265, 812]
ad-item[interactable]: Putzstelle in Teilzeit im Privathaushalt gesucht. ☎ 0152/55376714.: [1348, 1436, 1554, 1461]
boxed-ad[interactable]: Senden, Barrierefr. 2-Zi.-Whg, ca. 61 m², im Wohnquartier Davert zum 01.03.2024 zu vermieten. WBS erforderlich ☎ 0209-7004-395: [708, 353, 912, 413]
tag-vermietungen: ■ Vermietungen: [708, 333, 912, 346]
tag-mietgesuche: ■ Mietgesuche: [915, 1251, 1126, 1264]
rubric-nebenbeschaeftigungsgesuche: Nebenbeschäftigungs-gesuche: [1348, 1471, 1554, 1521]
column-3: [490, 114, 703, 2281]
ad-item[interactable]: In Münster-Nienberge… 1 Zi., 28 m² Wfl., Balkon, Kellerraum, Tiefgaragen-Stellplatz, gegen Gebühr, renovierungsbedürftiger Zustand, Bj. 1978, B: 217,8 kWh/(m²a), Gas-ZH, Kl: G, KP: 95.000,- € ☎ 0251/29798440 www.von-wuelfing-immobilien.de: [270, 1368, 484, 1459]
ad-item[interactable]: Lehrer (WOHN-IN-Mitglied) sucht EFH,RH o.DHH in/bei MS prov.-frei! Service-☎ 52 30 21: [490, 1798, 703, 1835]
ad-item[interactable]: Eigenheim gesucht… Beamter sucht für seine 3-köpfige Familie und sich ein gepflegtes Haus mit großem Garten und Platz zum Spielen. Gerne mit Garage od. Carport bis max. 500.000 €. ☎ 0251/29798440 www.von-wuelfing-immobilien.de: [270, 330, 484, 421]
column-2: [270, 114, 484, 2281]
ad-item[interactable]: Frührentner für Gartenarbeit in Münster stundenweise gesucht. ☎ 0251/717646.: [1348, 1321, 1554, 1346]
subheading: 1-ZIMMER-WOHNUNGEN APPARTEMENTS: [270, 1317, 484, 1345]
ad-item[interactable]: MS-Gremmendorf, 2 kl. gepfl. App. mit 21m² und ca. 26m², kompl. möbliert, separater Eingang, ruhige Lage. Ab sofort oder später an berufstätige Einzelperson, Wochenendpendler o. Studenten), NR. 175€/200 € + Heiz- + Stromkosten. ☎ 0251/61346.: [708, 218, 912, 303]
ad-item[interactable]: Villa in Münster-Hiltrup! Mit weitläufigen Grundstück, 8 Zi., 287 m² Wfl., 1.461 m² Grd., Hobbyraum, Sauna, Do.-Grg., Wäscheschacht, Gä.-WC, Büro, Fußbodenhzg., Kamin, Bj. 1992, V: 137,2 kWh/(m²a), Gas-ZH, Kl: E, KP: 1.290.000,- €. ☎ 0251/29798440 www.von-wuelfing-immobilien.de: [270, 218, 484, 321]
ad-item[interactable]: Solvente Masterstudentin (27J.) sucht 1-Zimmer-Wohnung in Münster bis 620€ warm. Ich bin eine ruhige, ordentliche und zuverlässige Mieterin, rauche nicht und besitze keine Haustiere. ☎ 0157/38373131.: [708, 1585, 912, 1646]
promo-box: immer besser in den Tag starten: [1348, 1951, 1554, 2229]
ad-item[interactable]: Suche Gartenarbeit, Heckenschnitt, rund ums Haus. ☎ 0157/34680191: [1348, 1678, 1554, 1702]
schraeder-logo: NATURSTEIN SCHRÄDER: [912, 467, 1090, 531]
ad-item[interactable]: Familie mit 2 Kindern sucht dringend ein ab 3-Zimmer-Wohnung bis 1300 € warm in Greven. Der Vater betreibt einen eigenen Friseursalon. Wir sind solvente Mieter mit festem Einkommen. Kontaktieren Sie uns unter der E-Mail: amirshumo@gmail.com: [915, 1628, 1126, 1701]
header-date: Mittwoch, 28. Februar 2024: [1383, 56, 1552, 71]
tag-vermietungen: ■ Vermietungen: [708, 198, 912, 211]
ad-item[interactable]: Sozialpädagogin (WOHN-IN-Mitglied) sucht 3-Zi.-Whg. in/bei MS prov.-frei! Service-☎ 52 30 21: [915, 1923, 1126, 1960]
boxed-ad[interactable]: Gelernter Maler sucht Arbeit ☎ 0163-8673507: [1348, 1585, 1554, 1621]
tag-vermietungen: ■ Vermietungen: [708, 1343, 912, 1356]
ad-item[interactable]: Eigenen vier Wände ich (33), w, MFA in Festanstellung, suche 3ZKB in Münster/Umgebung, max. warm bis 850€, ab sofort oder später gerne im Bereich MS West/Kinderhaus-West. stock.a@freenet.de/ 015208924005: [915, 1711, 1126, 1784]
ad-item[interactable]: Mit viel Potenzial! Renovierungsbedürftige DHH in Selm, 3 Zim., 110 m² Wfl., 513 m² Grdst., großer Garten, Partyraum, teilunterkellert, Bj. 1920, B: 256 kWh/(m²a), Gas-ZH, Kl: H, KP: 229.000€ ☎ 0251/29798440 www.von-wuelfing-immobilien.de: [57, 1035, 265, 1126]
ad-item[interactable]: Wir suchen ab sofort einen Grafikdesigner/in (m/w/d). Firma Topraks Gastro GmbH, ☎ 0251/3225550, info@topraks-gastro.de: [1130, 1869, 1343, 1905]
header-rule-right: [1044, 91, 1552, 93]
boxed-ad[interactable]: Fliesenleger für Badteilrenovierung in Münster gesucht. ☎ 0172/5320789.: [1348, 1275, 1554, 1311]
house-icon: [490, 167, 515, 192]
